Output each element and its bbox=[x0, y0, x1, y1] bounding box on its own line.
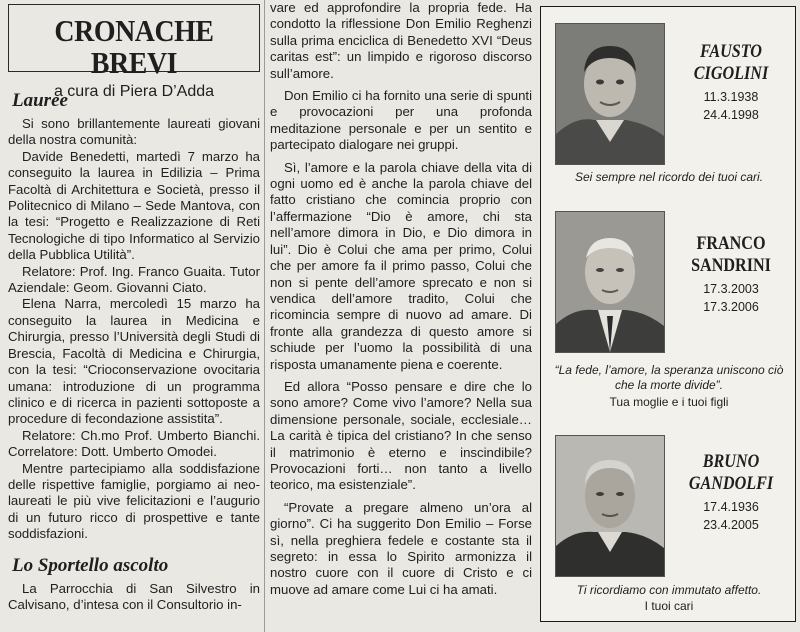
name-line: SANDRINI bbox=[691, 255, 771, 276]
paragraph: Sì, l’amore e la parola chiave della vita di ogni uomo ed è anche la parola chiave del fatto cristiano che comincia proprio con l’affermazione “Dio è amore, chi sta nell’amore dimora in Dio, e Dio dimora in lui”. Dio è Colui che ama per primo, Colui che per amore fa il primo passo, Colui che non si pente dell’amore sprecato e non si vendica dell’amore tradito, Colui che ricomincia sempre di nuovo ad amare. Di fronte alla grandezza di questo amore si schiude per l’uomo la possibilità di una risposta umanamente piena e coerente. bbox=[270, 159, 532, 372]
section-header-box bbox=[8, 4, 260, 100]
date-2: 17.3.2006 bbox=[703, 300, 759, 314]
obituary-signature: Tua moglie e i tuoi figli bbox=[609, 395, 729, 409]
paragraph: “Provate a pregare almeno un’ora al giorno”. Ci ha suggerito Don Emilio – Forse sì, nella preghiera fedele e costante sta il segreto: in essa lo Spirito armonizza il nostro cuore con il cuore di Cristo e ci muove ad amare come Lui ci ha amati. bbox=[270, 499, 532, 597]
paragraph: Mentre partecipiamo alla soddisfazione delle rispettive famiglie, porgiamo ai neo-laureati le più vive felicitazioni e l’augurio di un futuro ricco di prospettive e tante soddisfazioni. bbox=[8, 460, 260, 542]
obituary-caption: “La fede, l’amore, la speranza uniscono ciò che la morte divide”. bbox=[554, 363, 784, 392]
portrait-photo bbox=[555, 435, 665, 577]
portrait-image bbox=[556, 436, 664, 576]
column-divider bbox=[264, 0, 265, 632]
paragraph: Relatore: Ch.mo Prof. Umberto Bianchi. Correlatore: Dott. Umberto Omodei. bbox=[8, 427, 260, 460]
name-line: GANDOLFI bbox=[688, 473, 774, 494]
paragraph: Si sono brillantemente laureati giovani della nostra comunità: bbox=[8, 116, 260, 148]
paragraph: Davide Benedetti, martedì 7 marzo ha conseguito la laurea in Edilizia – Prima Facoltà di Architettura e Società, presso il Politecnico di Milano – Sede Mantova, con la tesi: “Progetto e Realizzazione di Reti Tecnologiche di tipo Informatico al Servizio della Pubblica Utilità”. bbox=[8, 148, 260, 263]
section-heading-sportello: Lo Sportello ascolto bbox=[12, 554, 169, 576]
obituary-name bbox=[680, 451, 782, 495]
birth-date: 17.4.1936 bbox=[703, 500, 759, 514]
obituary-signature: I tuoi cari bbox=[644, 599, 694, 613]
name-line: FAUSTO bbox=[700, 41, 762, 62]
death-date: 24.4.1998 bbox=[703, 108, 759, 122]
portrait-photo bbox=[555, 23, 665, 165]
obituary-panel bbox=[540, 6, 796, 622]
obituary-caption: Ti ricordiamo con immutato affetto. bbox=[576, 583, 762, 597]
date-1: 17.3.2003 bbox=[703, 282, 759, 296]
page-title: CRONACHE BREVI bbox=[54, 13, 214, 80]
paragraph: La Parrocchia di San Silvestro in Calvisano, d’intesa con il Consultorio in- bbox=[8, 580, 260, 612]
portrait-photo bbox=[555, 211, 665, 353]
paragraph: Elena Narra, mercoledì 15 marzo ha conseguito la laurea in Medicina e Chirurgia, presso l’Università degli Studi di Brescia, Facoltà di Medicina e Chirurgia, con la tesi: “Crioconservazione ovocitaria umana: introduzione di un programma clinico e di ricerca in pazienti sottoposte a procedure di fecondazione assistita”. bbox=[8, 296, 260, 427]
name-line: CIGOLINI bbox=[693, 63, 769, 84]
name-line: FRANCO bbox=[696, 233, 766, 254]
name-line: BRUNO bbox=[702, 451, 760, 472]
paragraph: Don Emilio ci ha fornito una serie di spunti e provocazioni per una profonda meditazione personale e per un sentito e partecipato dialogare nei gruppi. bbox=[270, 88, 532, 153]
paragraph: Relatore: Prof. Ing. Franco Guaita. Tutor Aziendale: Geom. Giovanni Ciato. bbox=[8, 263, 260, 296]
death-date: 23.4.2005 bbox=[703, 518, 759, 532]
left-column bbox=[8, 0, 260, 632]
section-heading-lauree: Lauree bbox=[12, 90, 68, 111]
portrait-image bbox=[556, 212, 664, 352]
obituary-name bbox=[680, 233, 782, 277]
birth-date: 11.3.1938 bbox=[703, 90, 759, 104]
obituary-caption: Sei sempre nel ricordo dei tuoi cari. bbox=[574, 170, 764, 184]
middle-column bbox=[270, 0, 532, 632]
obituary-name bbox=[680, 41, 782, 85]
byline: a cura di Piera D’Adda bbox=[53, 83, 215, 100]
portrait-image bbox=[556, 24, 664, 164]
paragraph: Ed allora “Posso pensare e dire che lo sono amore? Come vivo l’amore? Nella sua dimensione personale, sociale, ecclesiale… La carità è tipica del cristiano? In che senso il matrimonio è eterno e inscindibile? Provocazioni forti… non tanto a livello teorico, ma esistenziale”. bbox=[270, 378, 532, 493]
paragraph: vare ed approfondire la propria fede. Ha condotto la riflessione Don Emilio Reghenzi sulla prima enciclica di Benedetto XVI “Deus caritas est”: un limpido e rigoroso discorso sull’amore. bbox=[270, 0, 532, 81]
